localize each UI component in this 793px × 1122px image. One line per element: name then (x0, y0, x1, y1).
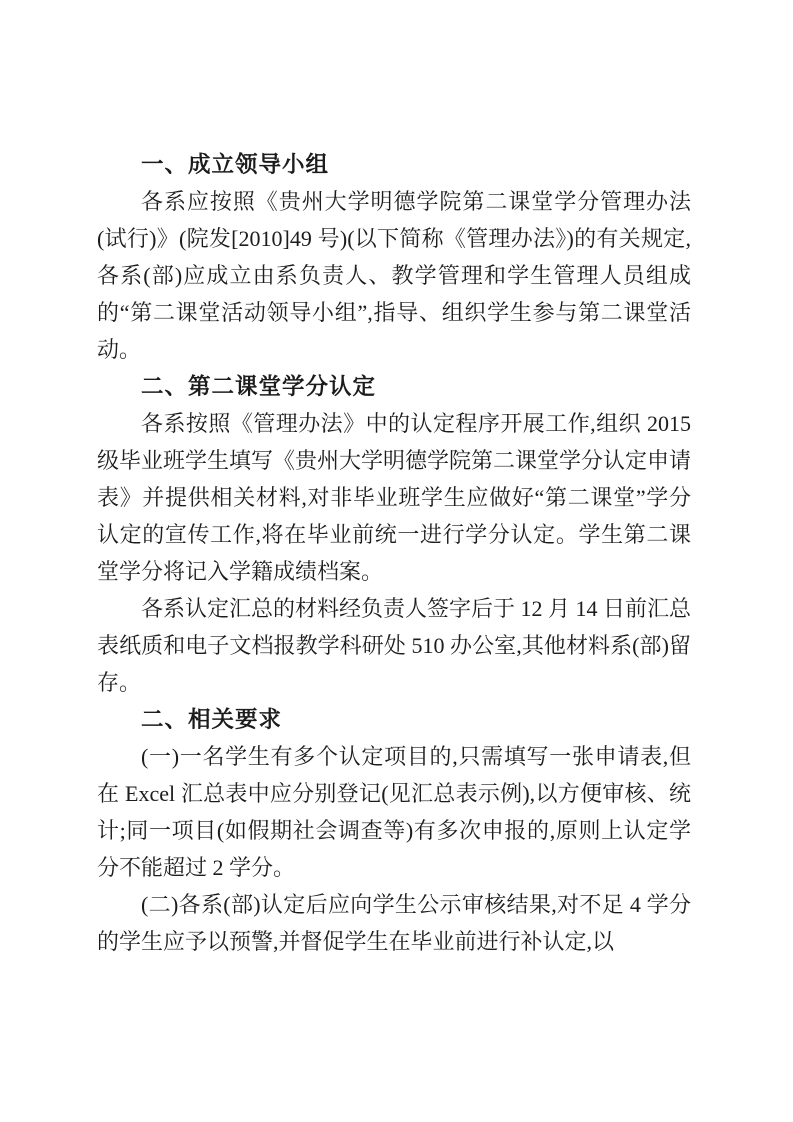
section-heading-related-requirements: 二、相关要求 (141, 707, 283, 732)
section-heading-establish-leading-group: 一、成立领导小组 (141, 152, 330, 177)
paragraph-credit-recognition-procedure: 各系按照《管理办法》中的认定程序开展工作,组织 2015 级毕业班学生填写《贵州大学明德学院第二课堂学分认定申请表》并提供相关材料,对非毕业班学生应做好“第二课堂”学分认定的宣传工作,将在毕业前统一进行学分认定。学生第二课堂学分将记入学籍成绩档案。 (97, 411, 692, 584)
document-body (97, 146, 691, 960)
paragraph-leading-group-details: 各系应按照《贵州大学明德学院第二课堂学分管理办法(试行)》(院发[2010]49 号)(以下简称《管理办法》)的有关规定,各系(部)应成立由系负责人、教学管理和学生管理人员组成的“第二课堂活动领导小组”,指导、组织学生参与第二课堂活动。 (97, 189, 691, 362)
paragraph-requirement-one: (一)一名学生有多个认定项目的,只需填写一张申请表,但在 Excel 汇总表中应分别登记(见汇总表示例),以方便审核、统计;同一项目(如假期社会调查等)有多次申报的,原则上认定学分不能超过 2 学分。 (97, 744, 691, 880)
paragraph-material-submission-deadline: 各系认定汇总的材料经负责人签字后于 12 月 14 日前汇总表纸质和电子文档报教学科研处 510 办公室,其他材料系(部)留存。 (97, 596, 692, 695)
section-heading-credit-recognition: 二、第二课堂学分认定 (141, 374, 377, 399)
paragraph-requirement-two: (二)各系(部)认定后应向学生公示审核结果,对不足 4 学分的学生应予以预警,并督促学生在毕业前进行补认定,以 (97, 892, 691, 954)
